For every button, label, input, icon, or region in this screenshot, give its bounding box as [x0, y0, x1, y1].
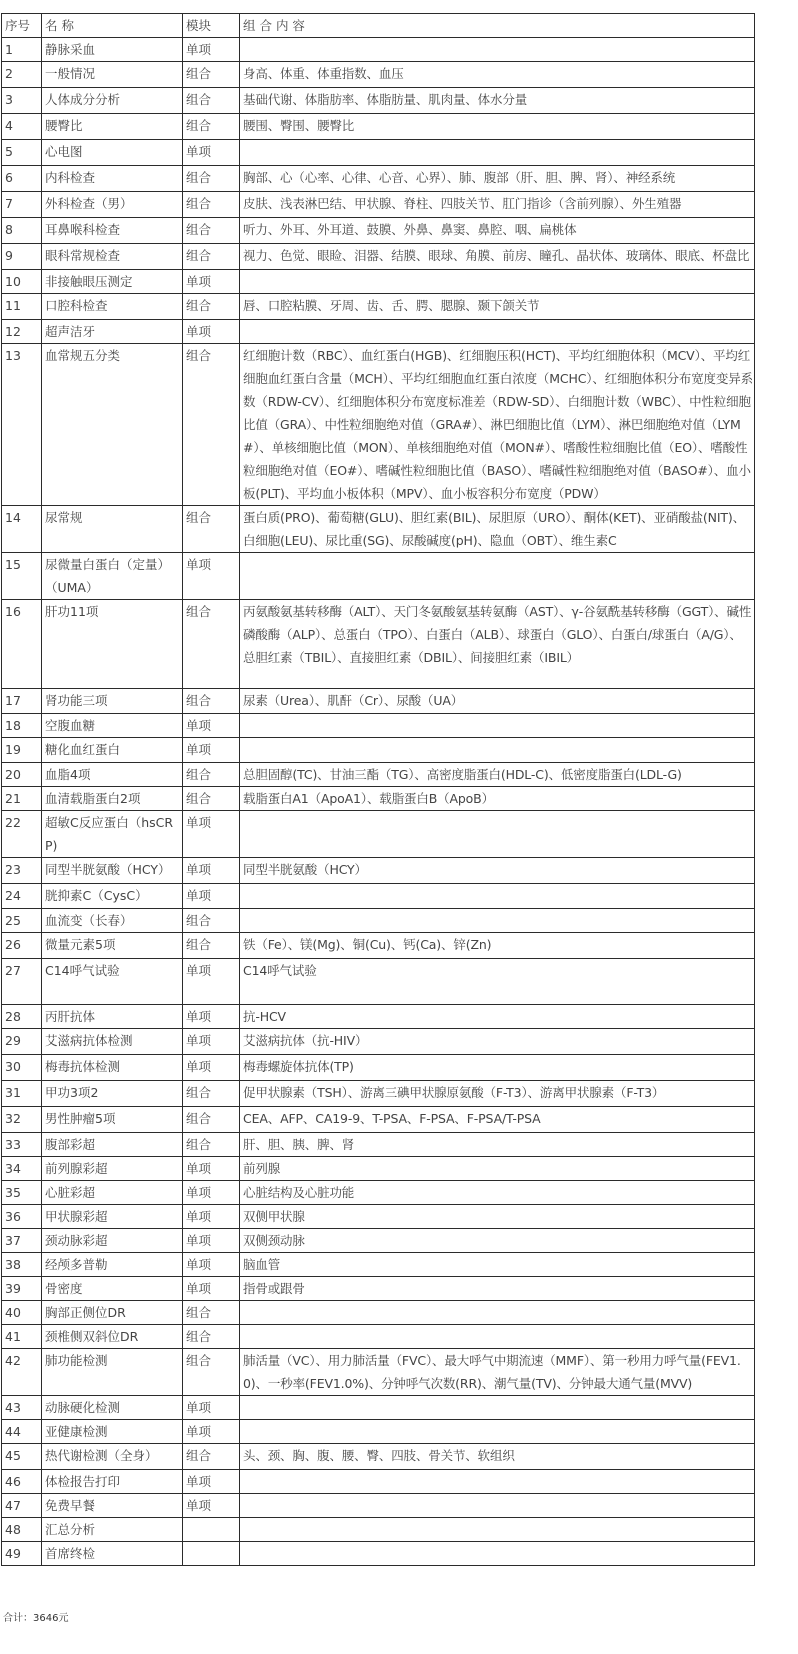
cell-content: 抗-HCV	[240, 1005, 755, 1029]
table-row	[2, 1349, 755, 1396]
cell-content: 丙氨酸氨基转移酶（ALT）、天门冬氨酸氨基转氨酶（AST）、γ-谷氨酰基转移酶（GGT）、碱性磷酸酶（ALP）、总蛋白（TPO）、白蛋白（ALB）、球蛋白（GLO）、白蛋白/球蛋白（A/G）、总胆红素（TBIL）、直接胆红素（DBIL）、间接胆红素（IBIL）	[240, 600, 755, 689]
table-row	[2, 763, 755, 787]
table-row	[2, 1444, 755, 1470]
cell-name: 血脂4项	[42, 763, 183, 787]
cell-no: 12	[2, 320, 42, 344]
cell-module: 单项	[183, 1181, 240, 1205]
cell-module: 组合	[183, 1107, 240, 1133]
cell-name: 超敏C反应蛋白（hsCRP)	[42, 811, 183, 858]
cell-name: 肝功11项	[42, 600, 183, 689]
cell-module: 组合	[183, 1349, 240, 1396]
cell-content: 腰围、臀围、腰臀比	[240, 114, 755, 140]
cell-module: 单项	[183, 738, 240, 763]
cell-content: 指骨或跟骨	[240, 1277, 755, 1301]
cell-name: 血清载脂蛋白2项	[42, 787, 183, 811]
table-row	[2, 1229, 755, 1253]
cell-content: 肺活量（VC）、用力肺活量（FVC）、最大呼气中期流速（MMF）、第一秒用力呼气量(FEV1.0)、一秒率(FEV1.0%)、分钟呼气次数(RR)、潮气量(TV)、分钟最大通气量(MVV)	[240, 1349, 755, 1396]
cell-content: C14呼气试验	[240, 959, 755, 1005]
cell-content	[240, 1518, 755, 1542]
cell-content: 心脏结构及心脏功能	[240, 1181, 755, 1205]
table-row	[2, 933, 755, 959]
cell-module: 组合	[183, 166, 240, 192]
cell-content: 身高、体重、体重指数、血压	[240, 62, 755, 88]
cell-module: 单项	[183, 1494, 240, 1518]
table-row	[2, 811, 755, 858]
cell-content: 唇、口腔粘膜、牙周、齿、舌、腭、腮腺、颞下颌关节	[240, 294, 755, 320]
table-row	[2, 294, 755, 320]
cell-name: 一般情况	[42, 62, 183, 88]
cell-module: 单项	[183, 1253, 240, 1277]
cell-no: 22	[2, 811, 42, 858]
cell-module: 组合	[183, 1133, 240, 1157]
table-row	[2, 320, 755, 344]
cell-module: 单项	[183, 1029, 240, 1055]
cell-name: 男性肿瘤5项	[42, 1107, 183, 1133]
cell-content	[240, 1494, 755, 1518]
cell-module: 组合	[183, 787, 240, 811]
cell-content	[240, 320, 755, 344]
cell-no: 23	[2, 858, 42, 884]
table-row	[2, 1396, 755, 1420]
cell-module: 单项	[183, 1470, 240, 1494]
cell-module: 单项	[183, 858, 240, 884]
cell-module: 单项	[183, 1396, 240, 1420]
cell-module: 单项	[183, 1205, 240, 1229]
cell-no: 13	[2, 344, 42, 506]
cell-name: 肺功能检测	[42, 1349, 183, 1396]
cell-module: 组合	[183, 909, 240, 933]
cell-module: 单项	[183, 1055, 240, 1081]
cell-name: 心脏彩超	[42, 1181, 183, 1205]
cell-no: 4	[2, 114, 42, 140]
cell-content: 前列腺	[240, 1157, 755, 1181]
table-row	[2, 884, 755, 909]
cell-no: 36	[2, 1205, 42, 1229]
cell-content	[240, 884, 755, 909]
cell-module: 组合	[183, 763, 240, 787]
cell-no: 44	[2, 1420, 42, 1444]
table-row	[2, 1542, 755, 1566]
cell-content	[240, 1420, 755, 1444]
cell-name: 骨密度	[42, 1277, 183, 1301]
cell-no: 21	[2, 787, 42, 811]
exam-package-table	[1, 13, 755, 1566]
cell-no: 1	[2, 38, 42, 62]
cell-content	[240, 1301, 755, 1325]
cell-no: 33	[2, 1133, 42, 1157]
table-row	[2, 714, 755, 738]
cell-name: 超声洁牙	[42, 320, 183, 344]
cell-module: 组合	[183, 344, 240, 506]
table-row	[2, 909, 755, 933]
cell-content: 听力、外耳、外耳道、鼓膜、外鼻、鼻窦、鼻腔、咽、扁桃体	[240, 218, 755, 244]
cell-content: 促甲状腺素（TSH）、游离三碘甲状腺原氨酸（F-T3）、游离甲状腺素（F-T3）	[240, 1081, 755, 1107]
cell-no: 45	[2, 1444, 42, 1470]
cell-content: CEA、AFP、CA19-9、T-PSA、F-PSA、F-PSA/T-PSA	[240, 1107, 755, 1133]
table-row	[2, 1055, 755, 1081]
table-row	[2, 1181, 755, 1205]
cell-module: 组合	[183, 600, 240, 689]
cell-content: 总胆固醇(TC)、甘油三酯（TG）、高密度脂蛋白(HDL-C)、低密度脂蛋白(LDL-G)	[240, 763, 755, 787]
table-row	[2, 787, 755, 811]
cell-module: 组合	[183, 1081, 240, 1107]
cell-module: 组合	[183, 218, 240, 244]
cell-no: 9	[2, 244, 42, 270]
cell-content	[240, 1470, 755, 1494]
table-row	[2, 62, 755, 88]
cell-content: 基础代谢、体脂肪率、体脂肪量、肌肉量、体水分量	[240, 88, 755, 114]
cell-module	[183, 1518, 240, 1542]
cell-name: 非接触眼压测定	[42, 270, 183, 294]
cell-name: 首席终检	[42, 1542, 183, 1566]
cell-module: 单项	[183, 1229, 240, 1253]
cell-name: 亚健康检测	[42, 1420, 183, 1444]
cell-content: 铁（Fe）、镁(Mg)、铜(Cu)、钙(Ca)、锌(Zn)	[240, 933, 755, 959]
cell-name: 腰臀比	[42, 114, 183, 140]
table-row	[2, 1107, 755, 1133]
cell-name: 血流变（长春）	[42, 909, 183, 933]
table-row	[2, 1494, 755, 1518]
cell-name: 甲状腺彩超	[42, 1205, 183, 1229]
table-header-row	[2, 14, 755, 38]
cell-no: 7	[2, 192, 42, 218]
header-content: 组 合 内 容	[240, 14, 755, 38]
cell-module: 单项	[183, 270, 240, 294]
table-row	[2, 114, 755, 140]
cell-module: 单项	[183, 1420, 240, 1444]
cell-module: 单项	[183, 811, 240, 858]
cell-content	[240, 1325, 755, 1349]
cell-content: 同型半胱氨酸（HCY）	[240, 858, 755, 884]
cell-no: 31	[2, 1081, 42, 1107]
table-row	[2, 244, 755, 270]
cell-no: 37	[2, 1229, 42, 1253]
cell-no: 2	[2, 62, 42, 88]
table-row	[2, 738, 755, 763]
table-row	[2, 192, 755, 218]
table-row	[2, 166, 755, 192]
cell-module	[183, 1542, 240, 1566]
cell-content	[240, 738, 755, 763]
cell-no: 43	[2, 1396, 42, 1420]
cell-content	[240, 38, 755, 62]
cell-name: 糖化血红蛋白	[42, 738, 183, 763]
cell-no: 47	[2, 1494, 42, 1518]
cell-content: 蛋白质(PRO)、葡萄糖(GLU)、胆红素(BIL)、尿胆原（URO）、酮体(KET)、亚硝酸盐(NIT)、白细胞(LEU)、尿比重(SG)、尿酸碱度(pH)、隐血（OBT）、维生素C	[240, 506, 755, 553]
table-row	[2, 38, 755, 62]
cell-module: 组合	[183, 1325, 240, 1349]
table-row	[2, 88, 755, 114]
table-row	[2, 1518, 755, 1542]
cell-content	[240, 714, 755, 738]
cell-name: 人体成分分析	[42, 88, 183, 114]
cell-name: 口腔科检查	[42, 294, 183, 320]
cell-content	[240, 909, 755, 933]
cell-module: 组合	[183, 62, 240, 88]
cell-no: 30	[2, 1055, 42, 1081]
table-row	[2, 1133, 755, 1157]
cell-module: 组合	[183, 1301, 240, 1325]
table-row	[2, 600, 755, 689]
cell-name: 同型半胱氨酸（HCY）	[42, 858, 183, 884]
cell-no: 34	[2, 1157, 42, 1181]
cell-module: 单项	[183, 959, 240, 1005]
cell-name: C14呼气试验	[42, 959, 183, 1005]
cell-module: 单项	[183, 714, 240, 738]
table-row	[2, 858, 755, 884]
cell-module: 单项	[183, 1157, 240, 1181]
cell-name: 耳鼻喉科检查	[42, 218, 183, 244]
cell-content: 脑血管	[240, 1253, 755, 1277]
cell-content: 皮肤、浅表淋巴结、甲状腺、脊柱、四肢关节、肛门指诊（含前列腺）、外生殖器	[240, 192, 755, 218]
table-row	[2, 1157, 755, 1181]
table-row	[2, 344, 755, 506]
cell-no: 18	[2, 714, 42, 738]
table-row	[2, 689, 755, 714]
cell-content: 头、颈、胸、腹、腰、臀、四肢、骨关节、软组织	[240, 1444, 755, 1470]
cell-name: 颈动脉彩超	[42, 1229, 183, 1253]
cell-name: 体检报告打印	[42, 1470, 183, 1494]
cell-content	[240, 270, 755, 294]
cell-content	[240, 140, 755, 166]
cell-name: 胸部正侧位DR	[42, 1301, 183, 1325]
cell-name: 外科检查（男）	[42, 192, 183, 218]
cell-name: 静脉采血	[42, 38, 183, 62]
cell-no: 6	[2, 166, 42, 192]
total-price: 合计：3646元	[3, 1613, 69, 1624]
cell-name: 心电图	[42, 140, 183, 166]
cell-module: 单项	[183, 884, 240, 909]
cell-content: 红细胞计数（RBC）、血红蛋白(HGB)、红细胞压积(HCT)、平均红细胞体积（MCV）、平均红细胞血红蛋白含量（MCH）、平均红细胞血红蛋白浓度（MCHC）、红细胞体积分布宽度变异系数（RDW-CV）、红细胞体积分布宽度标准差（RDW-SD）、白细胞计数（WBC）、中性粒细胞比值（GRA）、中性粒细胞绝对值（GRA#）、淋巴细胞比值（LYM）、淋巴细胞绝对值（LYM#）、单核细胞比值（MON）、单核细胞绝对值（MON#）、嗜酸性粒细胞比值（EO）、嗜酸性粒细胞绝对值（EO#）、嗜碱性粒细胞比值（BASO）、嗜碱性粒细胞绝对值（BASO#）、血小板(PLT)、平均血小板体积（MPV）、血小板容积分布宽度（PDW）	[240, 344, 755, 506]
cell-name: 前列腺彩超	[42, 1157, 183, 1181]
table-row	[2, 1029, 755, 1055]
cell-module: 组合	[183, 294, 240, 320]
cell-module: 单项	[183, 140, 240, 166]
cell-no: 16	[2, 600, 42, 689]
cell-no: 42	[2, 1349, 42, 1396]
table-row	[2, 553, 755, 600]
cell-no: 35	[2, 1181, 42, 1205]
cell-module: 单项	[183, 1277, 240, 1301]
cell-name: 血常规五分类	[42, 344, 183, 506]
cell-content: 梅毒螺旋体抗体(TP)	[240, 1055, 755, 1081]
cell-name: 尿微量白蛋白（定量）（UMA）	[42, 553, 183, 600]
cell-name: 微量元素5项	[42, 933, 183, 959]
cell-name: 丙肝抗体	[42, 1005, 183, 1029]
cell-module: 组合	[183, 506, 240, 553]
cell-no: 27	[2, 959, 42, 1005]
cell-no: 40	[2, 1301, 42, 1325]
cell-no: 8	[2, 218, 42, 244]
cell-no: 28	[2, 1005, 42, 1029]
table-row	[2, 959, 755, 1005]
cell-no: 41	[2, 1325, 42, 1349]
cell-no: 11	[2, 294, 42, 320]
cell-content	[240, 811, 755, 858]
cell-name: 尿常规	[42, 506, 183, 553]
cell-module: 单项	[183, 553, 240, 600]
cell-name: 肾功能三项	[42, 689, 183, 714]
cell-content: 肝、胆、胰、脾、肾	[240, 1133, 755, 1157]
cell-content: 双侧颈动脉	[240, 1229, 755, 1253]
cell-name: 热代谢检测（全身）	[42, 1444, 183, 1470]
cell-module: 组合	[183, 192, 240, 218]
cell-module: 单项	[183, 38, 240, 62]
header-name: 名 称	[42, 14, 183, 38]
cell-content: 载脂蛋白A1（ApoA1）、载脂蛋白B（ApoB）	[240, 787, 755, 811]
cell-no: 29	[2, 1029, 42, 1055]
cell-module: 组合	[183, 933, 240, 959]
cell-name: 梅毒抗体检测	[42, 1055, 183, 1081]
cell-name: 眼科常规检查	[42, 244, 183, 270]
header-no: 序号	[2, 14, 42, 38]
table-row	[2, 1301, 755, 1325]
cell-module: 组合	[183, 88, 240, 114]
cell-module: 组合	[183, 244, 240, 270]
cell-content: 视力、色觉、眼睑、泪器、结膜、眼球、角膜、前房、瞳孔、晶状体、玻璃体、眼底、杯盘比	[240, 244, 755, 270]
cell-module: 组合	[183, 1444, 240, 1470]
table-row	[2, 1253, 755, 1277]
table-row	[2, 1081, 755, 1107]
cell-no: 32	[2, 1107, 42, 1133]
table-row	[2, 506, 755, 553]
cell-no: 5	[2, 140, 42, 166]
cell-name: 空腹血糖	[42, 714, 183, 738]
cell-name: 经颅多普勒	[42, 1253, 183, 1277]
cell-content: 双侧甲状腺	[240, 1205, 755, 1229]
cell-no: 14	[2, 506, 42, 553]
cell-no: 19	[2, 738, 42, 763]
cell-module: 组合	[183, 114, 240, 140]
cell-no: 20	[2, 763, 42, 787]
cell-content	[240, 1396, 755, 1420]
cell-name: 动脉硬化检测	[42, 1396, 183, 1420]
cell-content: 胸部、心（心率、心律、心音、心界）、肺、腹部（肝、胆、脾、肾）、神经系统	[240, 166, 755, 192]
cell-content	[240, 553, 755, 600]
table-row	[2, 1470, 755, 1494]
cell-name: 颈椎侧双斜位DR	[42, 1325, 183, 1349]
cell-no: 46	[2, 1470, 42, 1494]
cell-no: 49	[2, 1542, 42, 1566]
table-row	[2, 218, 755, 244]
cell-name: 艾滋病抗体检测	[42, 1029, 183, 1055]
cell-no: 3	[2, 88, 42, 114]
table-row	[2, 140, 755, 166]
cell-content	[240, 1542, 755, 1566]
cell-name: 汇总分析	[42, 1518, 183, 1542]
cell-no: 10	[2, 270, 42, 294]
cell-module: 单项	[183, 320, 240, 344]
header-module: 模块	[183, 14, 240, 38]
table-row	[2, 1277, 755, 1301]
cell-module: 组合	[183, 689, 240, 714]
cell-no: 38	[2, 1253, 42, 1277]
table-row	[2, 1005, 755, 1029]
cell-name: 免费早餐	[42, 1494, 183, 1518]
cell-no: 25	[2, 909, 42, 933]
table-row	[2, 1205, 755, 1229]
cell-content: 艾滋病抗体（抗-HIV）	[240, 1029, 755, 1055]
cell-name: 腹部彩超	[42, 1133, 183, 1157]
cell-no: 39	[2, 1277, 42, 1301]
cell-name: 胱抑素C（CysC）	[42, 884, 183, 909]
table-row	[2, 1325, 755, 1349]
cell-name: 甲功3项2	[42, 1081, 183, 1107]
cell-name: 内科检查	[42, 166, 183, 192]
cell-no: 24	[2, 884, 42, 909]
table-row	[2, 1420, 755, 1444]
cell-no: 26	[2, 933, 42, 959]
cell-no: 17	[2, 689, 42, 714]
cell-content: 尿素（Urea）、肌酐（Cr）、尿酸（UA）	[240, 689, 755, 714]
cell-no: 15	[2, 553, 42, 600]
cell-no: 48	[2, 1518, 42, 1542]
cell-module: 单项	[183, 1005, 240, 1029]
table-row	[2, 270, 755, 294]
